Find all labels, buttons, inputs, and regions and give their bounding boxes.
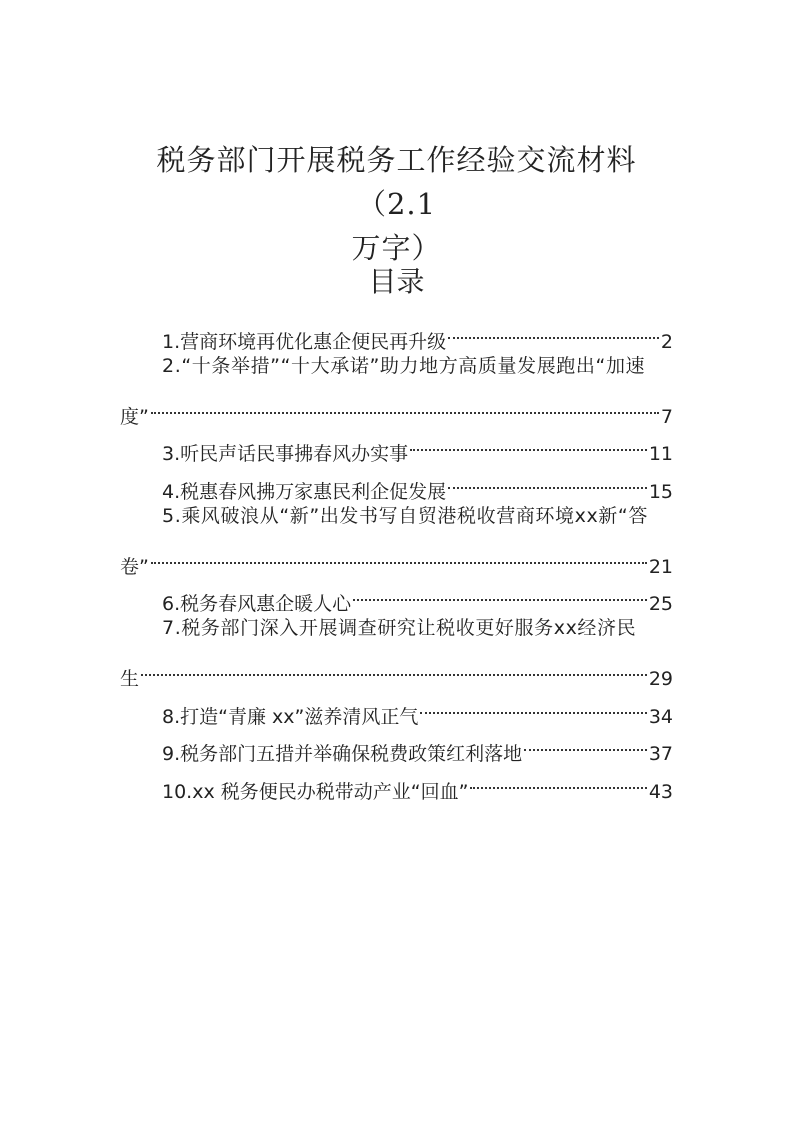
toc-leader-dots — [470, 760, 646, 798]
toc-entry-title: 6.税务春风惠企暖人心 — [162, 593, 352, 615]
toc-entry-6[interactable] — [120, 573, 673, 615]
toc-entry-title-continued: 生 — [120, 668, 140, 690]
toc-entry-title: 8.打造“青廉 xx”滋养清风正气 — [162, 705, 419, 728]
table-of-contents — [120, 310, 673, 803]
toc-entry-title-continued: 卷” — [120, 555, 149, 578]
toc-page-number: 2 — [660, 330, 673, 353]
toc-leader-dots — [410, 423, 647, 461]
toc-entry-8[interactable] — [120, 685, 673, 728]
toc-leader-dots — [151, 385, 659, 423]
toc-page-number: 43 — [648, 780, 673, 803]
toc-page-number: 21 — [648, 555, 673, 578]
toc-entry-title: 1.营商环境再优化惠企便民再升级 — [162, 330, 447, 353]
toc-entry-title: 10.xx 税务便民办税带动产业“回血” — [162, 780, 469, 803]
toc-entry-title: 5.乘风破浪从“新”出发书写自贸港税收营商环境xx新“答 — [162, 504, 648, 527]
toc-entry-title: 4.税惠春风拂万家惠民利企促发展 — [162, 480, 447, 503]
toc-leader-dots — [353, 573, 647, 611]
toc-leader-dots — [448, 460, 647, 498]
toc-leader-dots — [151, 535, 647, 573]
toc-entry-title: 9.税务部门五措并举确保税费政策红利落地 — [162, 743, 523, 765]
toc-leader-dots — [448, 310, 659, 348]
toc-heading: 目录 — [368, 265, 425, 298]
toc-leader-dots — [524, 723, 647, 761]
toc-entry-5-continued[interactable] — [120, 535, 673, 578]
toc-entry-7[interactable] — [120, 610, 673, 648]
document-title-line-1: 税务部门开展税务工作经验交流材料（2.1 — [156, 143, 637, 221]
toc-page-number: 11 — [648, 443, 673, 465]
toc-page-number: 29 — [648, 668, 673, 690]
toc-page-number: 7 — [660, 405, 673, 428]
toc-leader-dots — [141, 648, 647, 686]
toc-entry-2-continued[interactable] — [120, 385, 673, 428]
toc-entry-1[interactable] — [120, 310, 673, 353]
toc-entry-2[interactable] — [120, 348, 673, 386]
toc-entry-title: 7.税务部门深入开展调查研究让税收更好服务xx经济民 — [162, 617, 637, 639]
toc-entry-3[interactable] — [120, 423, 673, 465]
document-title — [120, 138, 673, 270]
toc-entry-7-continued[interactable] — [120, 648, 673, 690]
toc-entry-title-continued: 度” — [120, 405, 149, 428]
toc-page-number: 34 — [648, 705, 673, 728]
toc-leader-dots — [420, 685, 646, 723]
toc-page-number: 25 — [648, 593, 673, 615]
toc-entry-title: 2.“十条举措”“十大承诺”助力地方高质量发展跑出“加速 — [162, 354, 646, 377]
document-title-line-2: 万字） — [351, 231, 442, 265]
toc-page-number: 15 — [648, 480, 673, 503]
toc-entry-5[interactable] — [120, 498, 673, 536]
toc-entry-title: 3.听民声话民事拂春风办实事 — [162, 443, 409, 465]
toc-page-number: 37 — [648, 743, 673, 765]
